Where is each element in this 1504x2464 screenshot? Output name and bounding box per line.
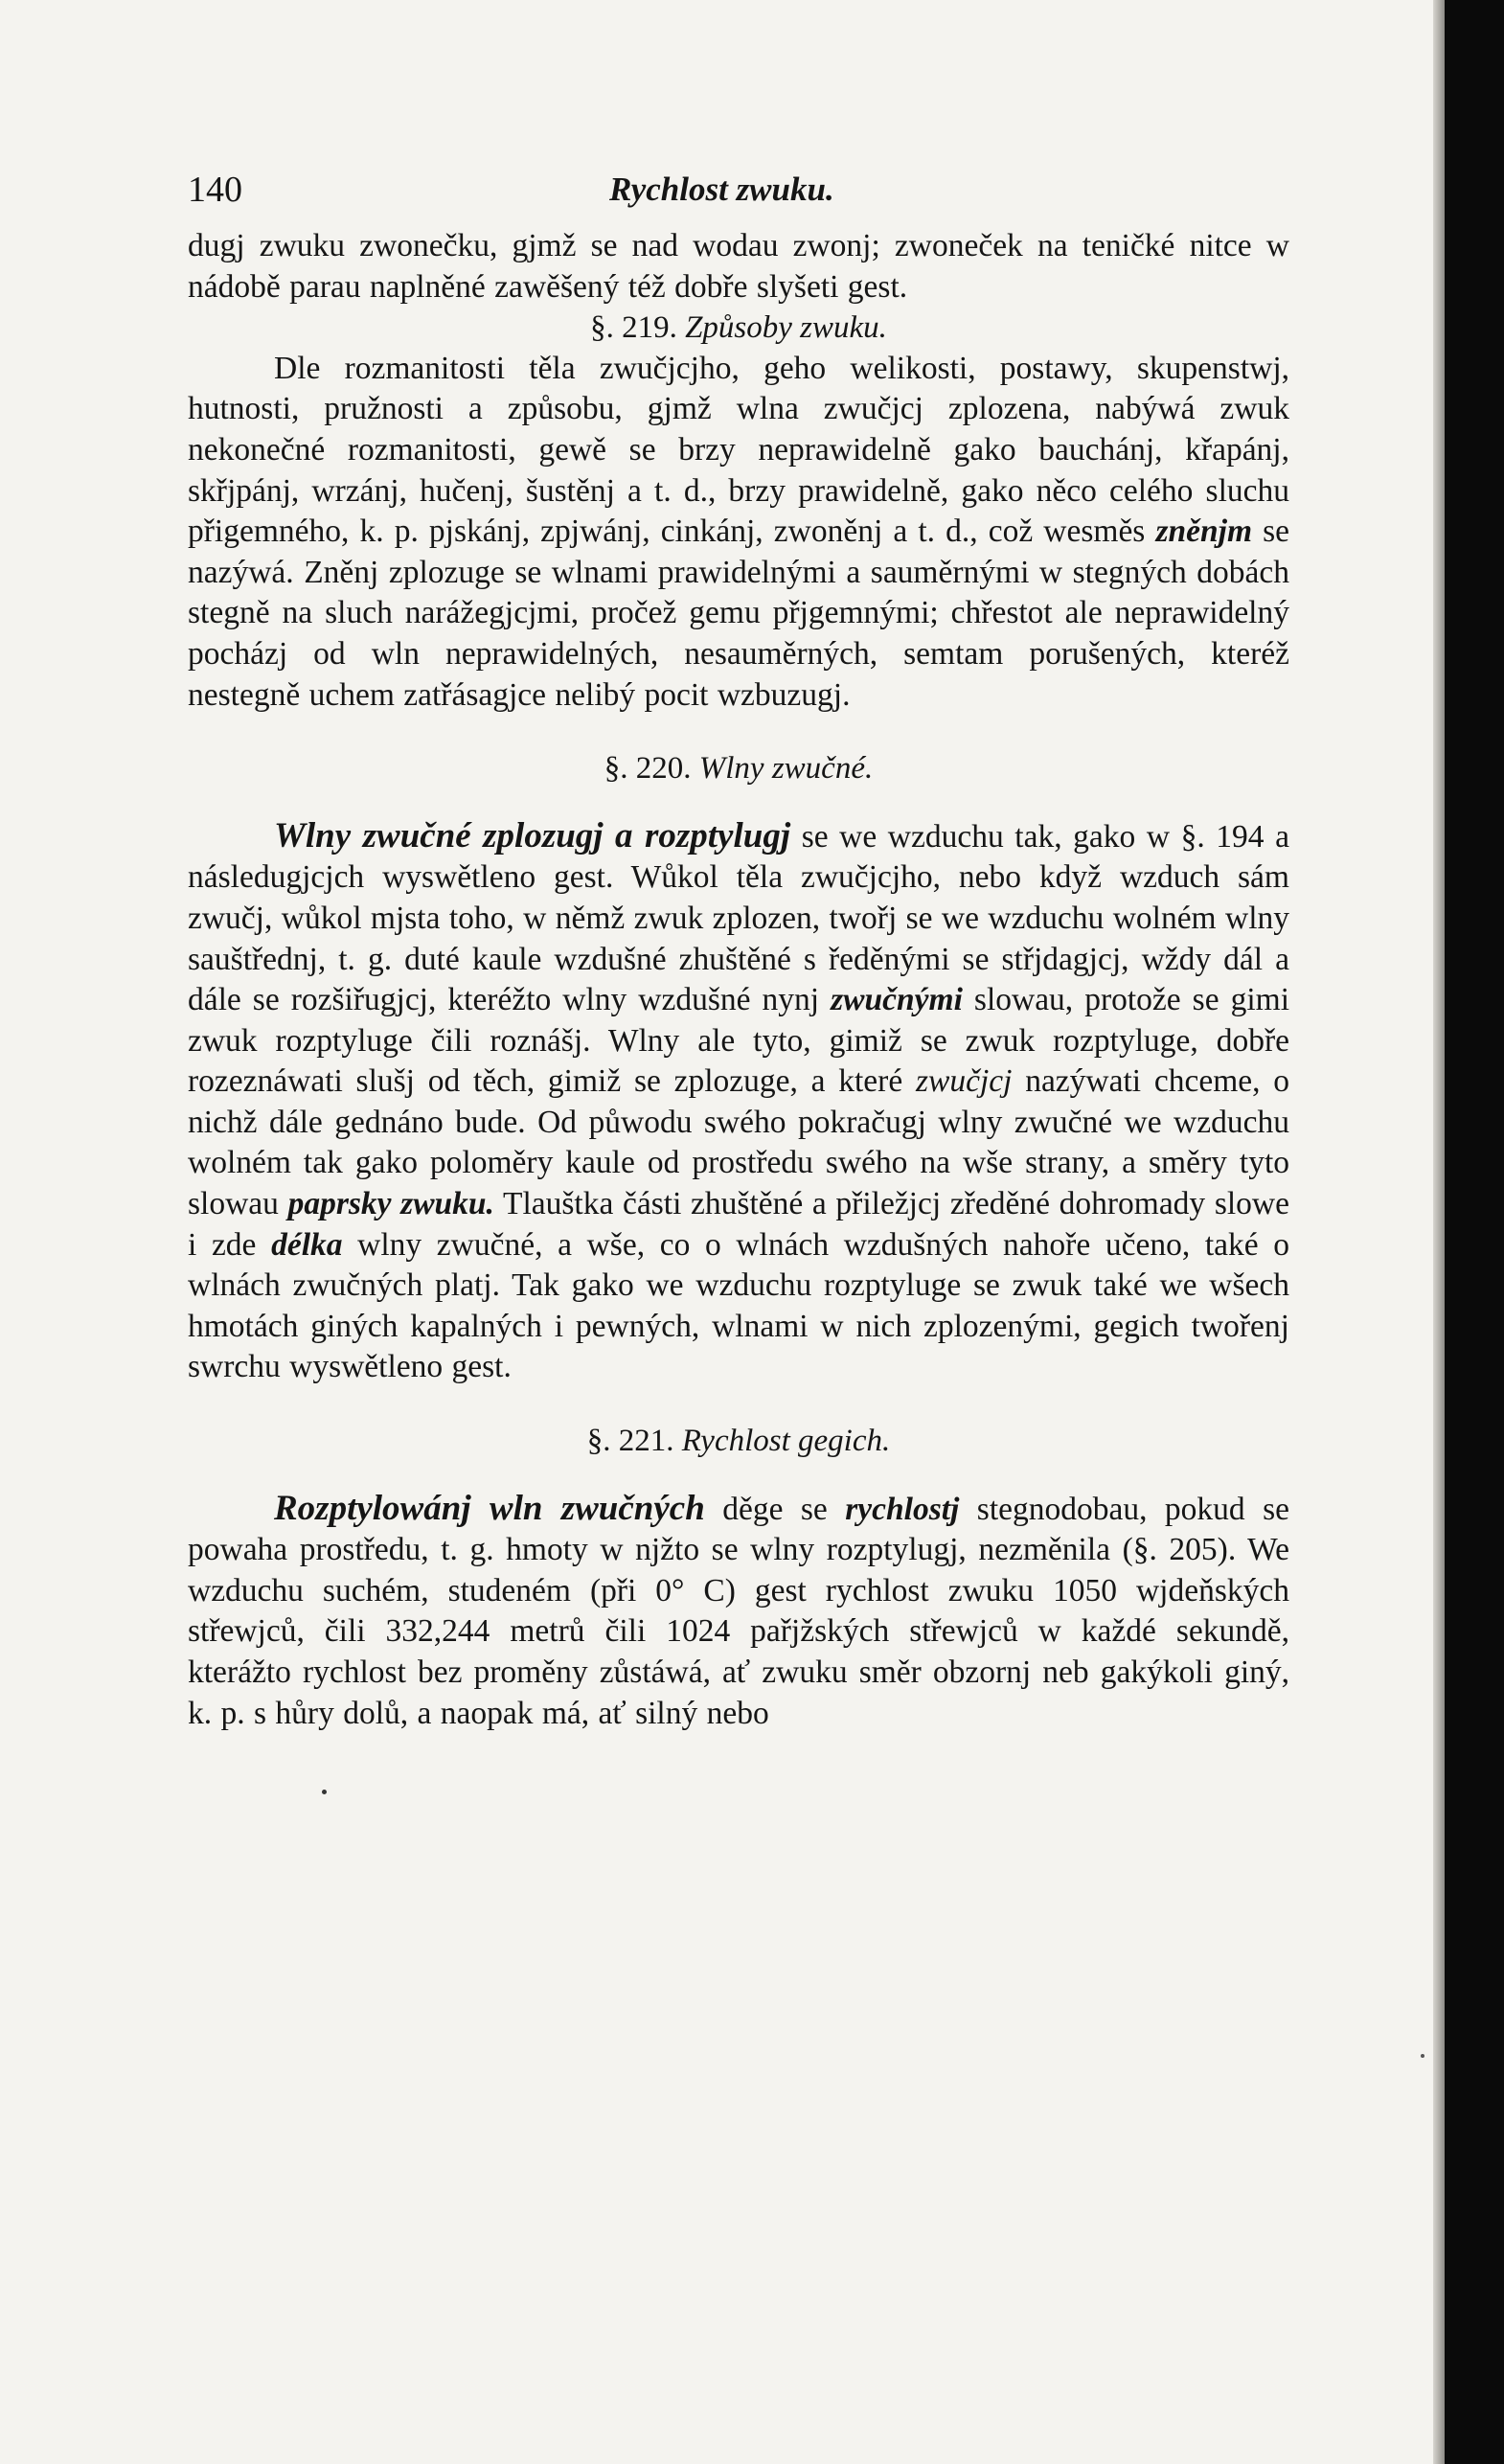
page-edge-shadow — [1433, 0, 1445, 2464]
section-title: Rychlost gegich. — [681, 1424, 891, 1459]
section-heading-219 — [188, 308, 1289, 349]
paragraph-219 — [188, 349, 1289, 716]
emphasis-term: rychlostj — [845, 1491, 960, 1527]
page-number: 140 — [188, 170, 242, 210]
ink-speck — [1421, 2054, 1424, 2058]
emphasis-term: zwučnými — [831, 982, 963, 1018]
ink-speck — [322, 1790, 327, 1794]
paragraph-text: nazýwati chceme, o nichž dále gednáno bude. Od půwodu swého pokračugj wlny zwučné we wzduchu wolném tak gako poloměry kaule od prostředu swého na wše strany, a směry tyto slowau — [188, 1063, 1290, 1222]
paragraph-text: wlny zwučné, a wše, co o wlnách wzdušných nahoře učeno, také o wlnách zwučných platj. Tak gako we wzduchu rozptyluge se zwuk také we wšech hmotách giných kapalných i pewných, wlnami w nich zplozenými, gegich twořenj swrchu wyswětleno gest. — [188, 1226, 1290, 1385]
paragraph-text: Tlauštka části zhuštěné a přiležjcj zředěné dohromady slowe i zde — [188, 1186, 1289, 1263]
emphasis-term: zwučjcj — [915, 1063, 1013, 1100]
section-number: §. 219. — [590, 310, 677, 346]
running-head — [188, 169, 1289, 226]
section-heading-221 — [188, 1421, 1289, 1462]
lead-phrase: Wlny zwučné zplozugj a rozptylugj — [274, 815, 791, 856]
paragraph-text: Dle rozmanitosti těla zwučjcjho, geho welikosti, postawy, skupenstwj, hutnosti, pružnosti a způsobu, gjmž wlna zwučjcj zplozena, nabýwá zwuk nekonečné rozmanitosti, gewě se brzy neprawidelně gako bauchánj, křapánj, skřjpánj, wrzánj, hučenj, šustěnj a t. d., brzy prawidelně, gako něco celého sluchu přigemného, k. p. pjskánj, zpjwánj, cinkánj, zwoněnj a t. d., což wesměs — [188, 350, 1289, 550]
paragraph-text: děge se — [722, 1491, 828, 1527]
emphasis-term: délka — [271, 1226, 343, 1263]
section-title: Wlny zwučné. — [698, 751, 874, 787]
paragraph-text: se we wzduchu tak, gako w §. 194 a následugjcjch wyswětleno gest. Wůkol těla zwučjcjho, nebo když wzduch sám zwučj, wůkol mjsta toho, w němž zwuk zplozen, twořj se we wzduchu wolném wlny sauštřednj, t. g. duté kaule wzdušné zhuštěné s ředěnými se střjdagjcj, wždy dál a dále se rozšiřugjcj, kteréžto wlny wzdušné nynj — [188, 818, 1289, 1018]
section-title: Způsoby zwuku. — [685, 310, 887, 346]
paragraph-text: se nazýwá. Zněnj zplozuge se wlnami prawidelnými a sauměrnými w stegných dobách stegně na sluch narážegjcjmi, pročež gemu přjgemnými; chřestot ale neprawidelný pocházj od wln neprawidelných, nesauměrných, semtam porušených, kteréž nestegně uchem zatřásagjce nelibý pocit wzbuzugj. — [188, 513, 1290, 713]
section-number: §. 220. — [604, 751, 692, 787]
section-number: §. 221. — [586, 1424, 674, 1459]
lead-phrase: Rozptylowánj wln zwučných — [274, 1488, 705, 1528]
running-title: Rychlost zwuku. — [609, 171, 834, 208]
emphasis-term: paprsky zwuku. — [287, 1186, 494, 1222]
scan-background — [1445, 0, 1504, 2464]
paragraph-text: slowau, protože se gimi zwuk rozptyluge čili roznášj. Wlny ale tyto, gimiž se zwuk rozptyluge, dobře rozeznáwati slušj od těch, gimiž se zplozuge, a které — [188, 982, 1290, 1100]
emphasis-term: zněnjm — [1155, 513, 1253, 550]
section-heading-220 — [188, 748, 1289, 789]
text-column — [188, 169, 1289, 1734]
paragraph-text: stegnodobau, pokud se powaha prostředu, t. g. hmoty w njžto se wlny rozptylugj, nezměnila (§. 205). We wzduchu suchém, studeném (při 0° C) gest rychlost zwuku 1050 wjdeňských střewjců, čili 332,244 metrů čili 1024 pařjžských střewjců w každé sekundě, kterážto rychlost bez proměny zůstáwá, ať zwuku směr obzornj neb gakýkoli giný, k. p. s hůry dolů, a naopak má, ať silný nebo — [188, 1491, 1289, 1731]
paragraph-220 — [188, 816, 1289, 1388]
paragraph-221 — [188, 1489, 1289, 1735]
paragraph-intro: dugj zwuku zwonečku, gjmž se nad wodau zwonj; zwoneček na teničké nitce w nádobě parau naplněné zawěšený též dobře slyšeti gest. — [188, 228, 1289, 305]
